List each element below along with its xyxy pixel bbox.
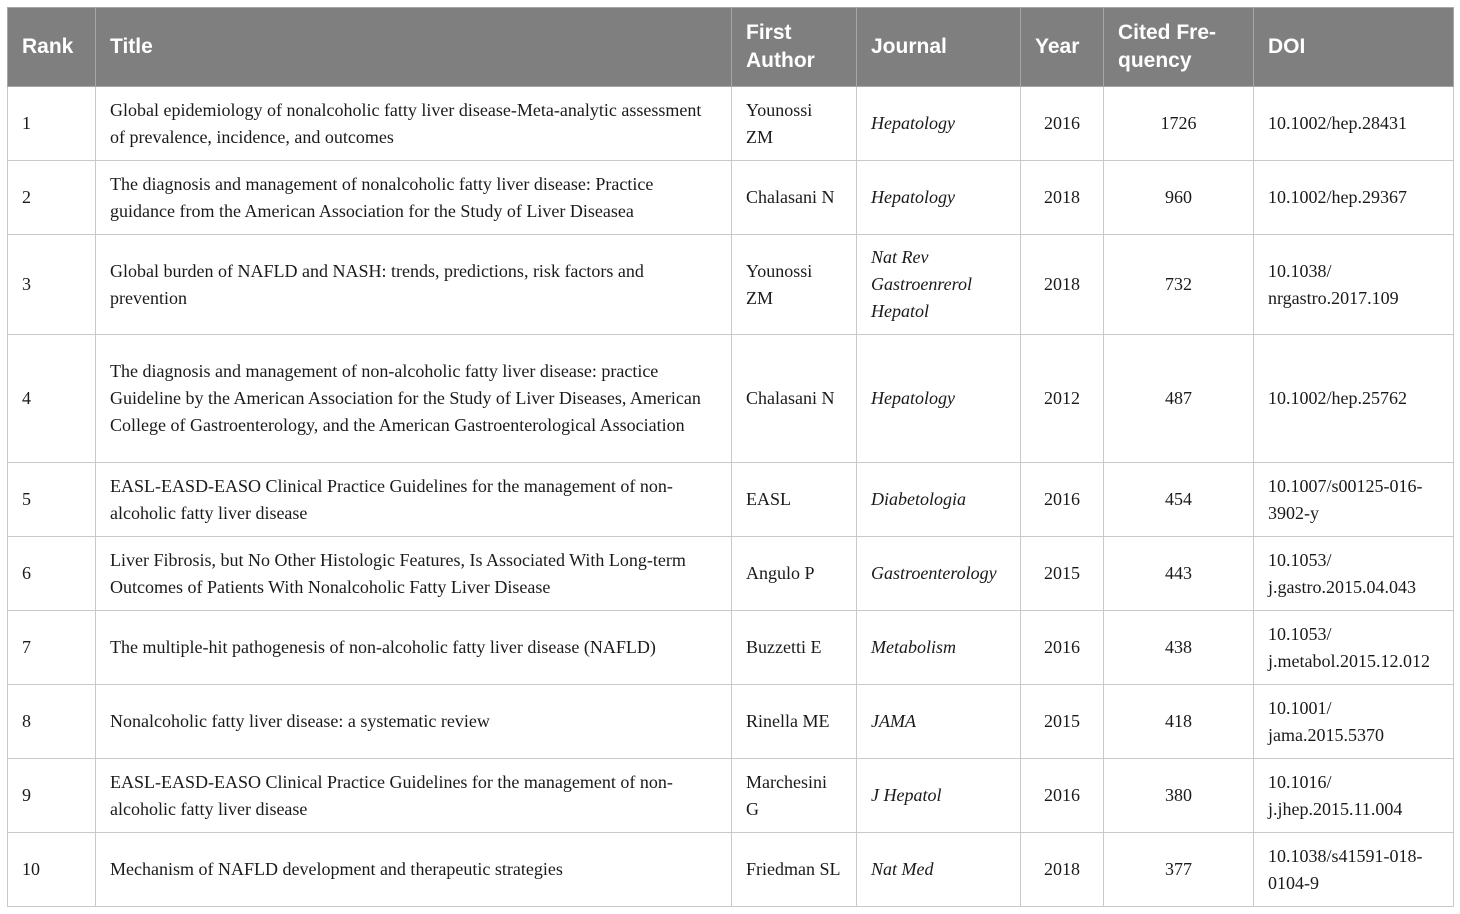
header-journal: Journal <box>857 8 1021 87</box>
cell-year: 2016 <box>1021 87 1104 161</box>
cell-author: EASL <box>732 463 857 537</box>
cell-cited: 443 <box>1104 537 1254 611</box>
cell-rank: 9 <box>8 759 96 833</box>
cell-journal: Metabolism <box>857 611 1021 685</box>
cell-doi: 10.1053/ j.gastro.2015.04.043 <box>1254 537 1454 611</box>
cell-cited: 960 <box>1104 161 1254 235</box>
cell-cited: 454 <box>1104 463 1254 537</box>
table-row <box>8 463 1454 537</box>
cell-journal: Gastroenterology <box>857 537 1021 611</box>
cell-cited: 487 <box>1104 335 1254 463</box>
header-rank: Rank <box>8 8 96 87</box>
cell-journal: Diabetologia <box>857 463 1021 537</box>
cell-author: Buzzetti E <box>732 611 857 685</box>
cell-author: Younossi ZM <box>732 235 857 335</box>
cell-rank: 4 <box>8 335 96 463</box>
cell-year: 2018 <box>1021 235 1104 335</box>
cell-rank: 1 <box>8 87 96 161</box>
cell-author: Marchesini G <box>732 759 857 833</box>
cell-author: Younossi ZM <box>732 87 857 161</box>
cell-title: Liver Fibrosis, but No Other Histologic Features, Is Associated With Long-term Outcomes of Patients With Nonalcoholic Fatty Liver Disease <box>96 537 732 611</box>
table-header <box>8 8 1454 87</box>
cell-author: Rinella ME <box>732 685 857 759</box>
cell-year: 2018 <box>1021 833 1104 907</box>
cell-cited: 377 <box>1104 833 1254 907</box>
cell-doi: 10.1038/s41591-018-0104-9 <box>1254 833 1454 907</box>
cell-doi: 10.1053/ j.metabol.2015.12.012 <box>1254 611 1454 685</box>
table-row <box>8 537 1454 611</box>
citation-table <box>7 7 1454 907</box>
table-row <box>8 335 1454 463</box>
cell-title: EASL-EASD-EASO Clinical Practice Guidelines for the management of non-alcoholic fatty liver disease <box>96 463 732 537</box>
cell-rank: 8 <box>8 685 96 759</box>
cell-author: Friedman SL <box>732 833 857 907</box>
cell-journal: Hepatology <box>857 87 1021 161</box>
cell-year: 2016 <box>1021 759 1104 833</box>
cell-cited: 380 <box>1104 759 1254 833</box>
cell-year: 2016 <box>1021 463 1104 537</box>
cell-rank: 2 <box>8 161 96 235</box>
header-first-author: First Author <box>732 8 857 87</box>
table-row <box>8 685 1454 759</box>
cell-title: The diagnosis and management of nonalcoholic fatty liver disease: Practice guidance from the American Association for the Study of Liver Diseasea <box>96 161 732 235</box>
cell-year: 2018 <box>1021 161 1104 235</box>
table-row <box>8 161 1454 235</box>
cell-journal: Hepatology <box>857 335 1021 463</box>
table-row <box>8 611 1454 685</box>
cell-rank: 3 <box>8 235 96 335</box>
cell-year: 2012 <box>1021 335 1104 463</box>
cell-journal: Nat Rev Gastroenrerol Hepatol <box>857 235 1021 335</box>
cell-cited: 438 <box>1104 611 1254 685</box>
cell-doi: 10.1002/hep.28431 <box>1254 87 1454 161</box>
cell-year: 2016 <box>1021 611 1104 685</box>
cell-year: 2015 <box>1021 537 1104 611</box>
header-row <box>8 8 1454 87</box>
table-row <box>8 235 1454 335</box>
cell-rank: 7 <box>8 611 96 685</box>
cell-cited: 1726 <box>1104 87 1254 161</box>
cell-journal: JAMA <box>857 685 1021 759</box>
cell-title: Mechanism of NAFLD development and therapeutic strategies <box>96 833 732 907</box>
cell-cited: 418 <box>1104 685 1254 759</box>
cell-title: Nonalcoholic fatty liver disease: a systematic review <box>96 685 732 759</box>
header-cited-frequency: Cited Fre-quency <box>1104 8 1254 87</box>
cell-journal: J Hepatol <box>857 759 1021 833</box>
cell-author: Chalasani N <box>732 335 857 463</box>
cell-rank: 10 <box>8 833 96 907</box>
cell-author: Angulo P <box>732 537 857 611</box>
table-row <box>8 87 1454 161</box>
cell-doi: 10.1002/hep.25762 <box>1254 335 1454 463</box>
cell-doi: 10.1038/ nrgastro.2017.109 <box>1254 235 1454 335</box>
cell-doi: 10.1016/ j.jhep.2015.11.004 <box>1254 759 1454 833</box>
header-title: Title <box>96 8 732 87</box>
cell-author: Chalasani N <box>732 161 857 235</box>
cell-journal: Nat Med <box>857 833 1021 907</box>
cell-title: EASL-EASD-EASO Clinical Practice Guidelines for the management of non-alcoholic fatty liver disease <box>96 759 732 833</box>
cell-cited: 732 <box>1104 235 1254 335</box>
table-body <box>8 87 1454 907</box>
cell-rank: 6 <box>8 537 96 611</box>
cell-doi: 10.1007/s00125-016-3902-y <box>1254 463 1454 537</box>
cell-title: Global burden of NAFLD and NASH: trends, predictions, risk factors and prevention <box>96 235 732 335</box>
cell-doi: 10.1001/ jama.2015.5370 <box>1254 685 1454 759</box>
header-year: Year <box>1021 8 1104 87</box>
table-row <box>8 833 1454 907</box>
cell-rank: 5 <box>8 463 96 537</box>
header-doi: DOI <box>1254 8 1454 87</box>
table-row <box>8 759 1454 833</box>
cell-title: Global epidemiology of nonalcoholic fatty liver disease-Meta-analytic assessment of prevalence, incidence, and outcomes <box>96 87 732 161</box>
cell-title: The multiple-hit pathogenesis of non-alcoholic fatty liver disease (NAFLD) <box>96 611 732 685</box>
cell-title: The diagnosis and management of non-alcoholic fatty liver disease: practice Guideline by the American Association for the Study of Liver Diseases, American College of Gastroenterology, and the American Gastroenterological Association <box>96 335 732 463</box>
cell-year: 2015 <box>1021 685 1104 759</box>
cell-journal: Hepatology <box>857 161 1021 235</box>
cell-doi: 10.1002/hep.29367 <box>1254 161 1454 235</box>
